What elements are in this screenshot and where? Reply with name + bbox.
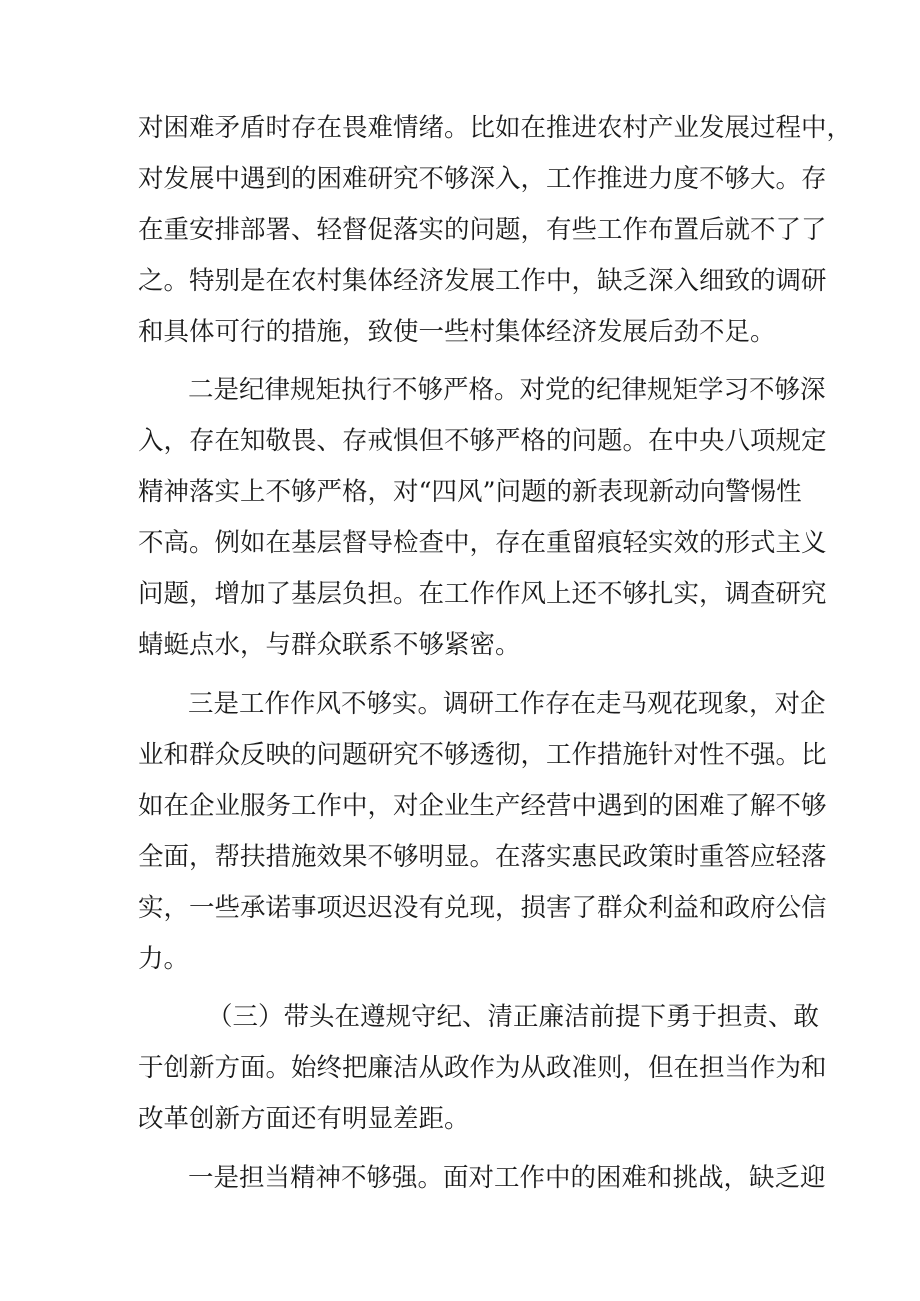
paragraph-line: （三）带头在遵规守纪、清正廉洁前提下勇于担责、敢 [207,1002,820,1032]
paragraph-line: 全面，帮扶措施效果不够明显。在落实惠民政策时重答应轻落 [138,842,827,872]
paragraph-line: 问题，增加了基层负担。在工作作风上还不够扎实，调查研究 [138,579,827,609]
paragraph-line: 业和群众反映的问题研究不够透彻，工作措施针对性不强。比 [138,740,827,770]
paragraph-line: 蜻蜓点水，与群众联系不够紧密。 [138,630,521,660]
paragraph-line: 不高。例如在基层督导检查中，存在重留痕轻实效的形式主义 [138,528,827,558]
paragraph-line: 二是纪律规矩执行不够严格。对党的纪律规矩学习不够深 [188,375,826,405]
paragraph-line: 精神落实上不够严格，对“四风”问题的新表现新动向警惕性 [138,477,802,507]
paragraph-line: 一是担当精神不够强。面对工作中的困难和挑战，缺乏迎 [188,1163,826,1193]
paragraph-line: 之。特别是在农村集体经济发展工作中，缺乏深入细致的调研 [138,266,827,296]
paragraph-line: 在重安排部署、轻督促落实的问题，有些工作布置后就不了了 [138,215,827,245]
paragraph-line: 力。 [138,944,190,974]
paragraph-line: 三是工作作风不够实。调研工作存在走马观花现象，对企 [188,689,826,719]
paragraph-line: 于创新方面。始终把廉洁从政作为从政准则，但在担当作为和 [138,1053,827,1083]
paragraph-line: 和具体可行的措施，致使一些村集体经济发展后劲不足。 [138,317,776,347]
paragraph-line: 实，一些承诺事项迟迟没有兑现，损害了群众利益和政府公信 [138,893,827,923]
paragraph-line: 对困难矛盾时存在畏难情绪。比如在推进农村产业发展过程中， [138,113,853,143]
paragraph-line: 对发展中遇到的困难研究不够深入，工作推进力度不够大。存 [138,164,827,194]
paragraph-line: 入，存在知敬畏、存戒惧但不够严格的问题。在中央八项规定 [138,426,827,456]
paragraph-line: 如在企业服务工作中，对企业生产经营中遇到的困难了解不够 [138,791,827,821]
paragraph-line: 改革创新方面还有明显差距。 [138,1104,470,1134]
